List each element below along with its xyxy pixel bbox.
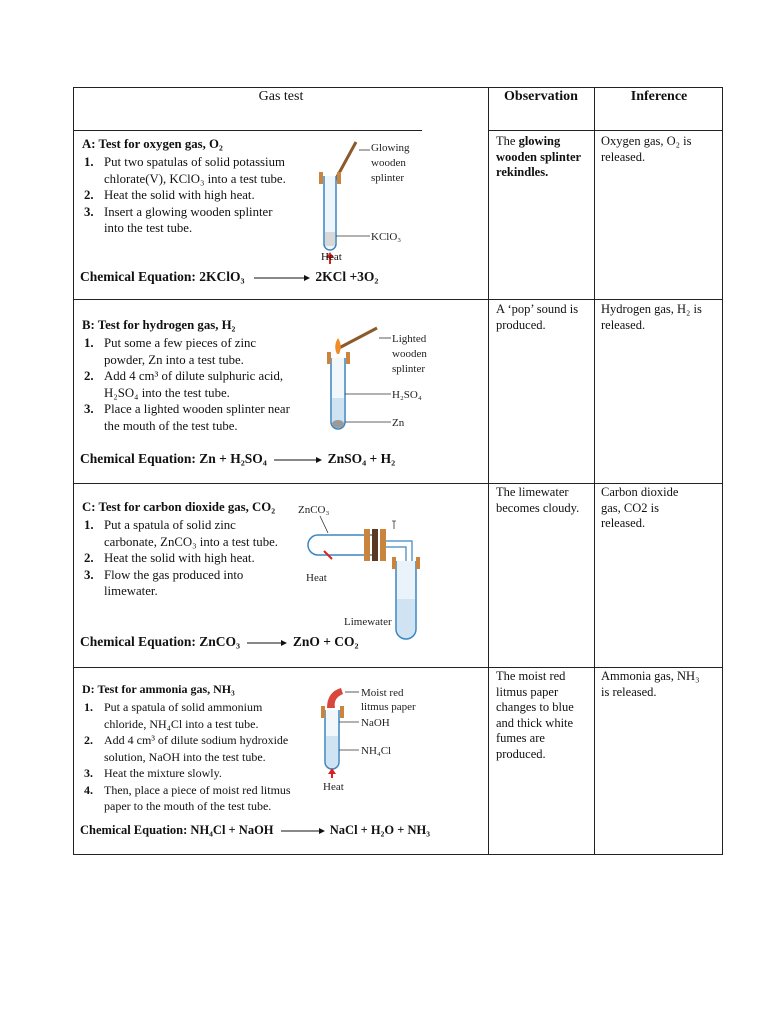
list-item: 1. Put a spatula of solid zinc carbonate, ZnCO₃ into a test tube. <box>84 518 278 549</box>
diagram-label: splinter <box>371 172 404 184</box>
equation: Chemical Equation: Zn + H₂SO₄ ZnSO₄ + H₂ <box>80 451 396 466</box>
list-item: 2. Add 4 cm³ of dilute sulphuric acid, H₂SO₄ into the test tube. <box>84 369 284 400</box>
diagram-label: litmus paper <box>361 701 416 713</box>
equation: Chemical Equation: 2KClO₃ 2KCl +3O₂ <box>80 269 379 284</box>
diagram-label: Heat <box>323 781 344 793</box>
row-divider <box>74 483 722 484</box>
observation-carbon-dioxide: The limewater becomes cloudy. <box>496 485 580 515</box>
inference-hydrogen: Hydrogen gas, H₂ is released. <box>601 302 702 332</box>
observation-oxygen: The glowing wooden splinter rekindles. <box>496 134 581 179</box>
equation: Chemical Equation: NH₄Cl + NaOH NaCl + H₂O + NH₃ <box>80 823 430 837</box>
arrow-icon <box>277 826 327 836</box>
header-gas-test: Gas test <box>258 89 304 104</box>
diagram-label-heat: Heat <box>321 251 342 263</box>
equation: Chemical Equation: ZnCO₃ ZnO + CO₂ <box>80 634 359 649</box>
diagram-label: wooden <box>371 157 406 169</box>
list-item: 1. Put two spatulas of solid potassium chlorate(V), KClO₃ into a test tube. <box>84 155 286 186</box>
list-item: 2. Heat the solid with high heat. <box>84 551 255 565</box>
inference-carbon-dioxide: Carbon dioxide gas, CO2 is released. <box>601 485 679 530</box>
diagram-label: H₂SO₄ <box>392 389 422 401</box>
diagram-label: Glowing <box>371 142 410 154</box>
inference-ammonia: Ammonia gas, NH₃ is released. <box>601 669 700 699</box>
diagram-label: NaOH <box>361 717 390 729</box>
list-item: 3. Insert a glowing wooden splinter into the test tube. <box>84 204 273 235</box>
oxygen-apparatus-diagram <box>314 136 424 266</box>
header-inference: Inference <box>630 89 688 104</box>
row-divider <box>74 130 422 131</box>
list-item: 1. Put a spatula of solid ammonium chloride, NH₄Cl into a test tube. <box>84 700 263 731</box>
diagram-label: splinter <box>392 363 425 375</box>
list-item: 3. Place a lighted wooden splinter near the mouth of the test tube. <box>84 402 290 433</box>
carbon-dioxide-apparatus-diagram <box>292 501 442 641</box>
ammonia-apparatus-diagram <box>319 684 439 794</box>
arrow-icon <box>243 638 289 648</box>
section-oxygen <box>82 137 490 237</box>
section-title: D: Test for ammonia gas, NH₃ <box>82 682 235 696</box>
list-item: 2. Heat the solid with high heat. <box>84 188 255 202</box>
diagram-label: KClO₃ <box>371 231 402 243</box>
column-divider <box>594 88 595 854</box>
row-divider <box>488 130 722 131</box>
section-title: C: Test for carbon dioxide gas, CO₂ <box>82 500 276 514</box>
section-title: A: Test for oxygen gas, O₂ <box>82 137 223 151</box>
list-item: 1. Put some a few pieces of zinc powder, Zn into a test tube. <box>84 336 257 367</box>
list-item: 2. Add 4 cm³ of dilute sodium hydroxide solution, NaOH into the test tube. <box>84 733 289 764</box>
hydrogen-apparatus-diagram <box>319 326 429 434</box>
inference-oxygen: Oxygen gas, O₂ is released. <box>601 134 692 164</box>
arrow-icon <box>270 455 324 465</box>
observation-hydrogen: A ‘pop’ sound is produced. <box>496 302 579 332</box>
list-item: 4. Then, place a piece of moist red litmus paper to the mouth of the test tube. <box>84 782 291 813</box>
gas-test-table <box>73 87 723 855</box>
diagram-label: wooden <box>392 348 427 360</box>
observation-ammonia: The moist red litmus paper changes to blue and thick white fumes are produced. <box>496 669 574 761</box>
diagram-label: Moist red <box>361 687 404 699</box>
row-divider <box>74 667 722 668</box>
diagram-label: NH₄Cl <box>361 745 392 757</box>
row-divider <box>74 299 722 300</box>
header-observation: Observation <box>504 89 578 104</box>
section-title: B: Test for hydrogen gas, H₂ <box>82 318 236 332</box>
diagram-label: ZnCO₃ <box>298 504 330 516</box>
diagram-label: Lighted <box>392 333 427 345</box>
diagram-label: Limewater <box>344 616 392 628</box>
list-item: 3. Heat the mixture slowly. <box>84 766 222 780</box>
list-item: 3. Flow the gas produced into limewater. <box>84 567 244 598</box>
diagram-label: Zn <box>392 417 405 429</box>
arrow-icon <box>248 273 312 283</box>
diagram-label: Heat <box>306 572 327 584</box>
